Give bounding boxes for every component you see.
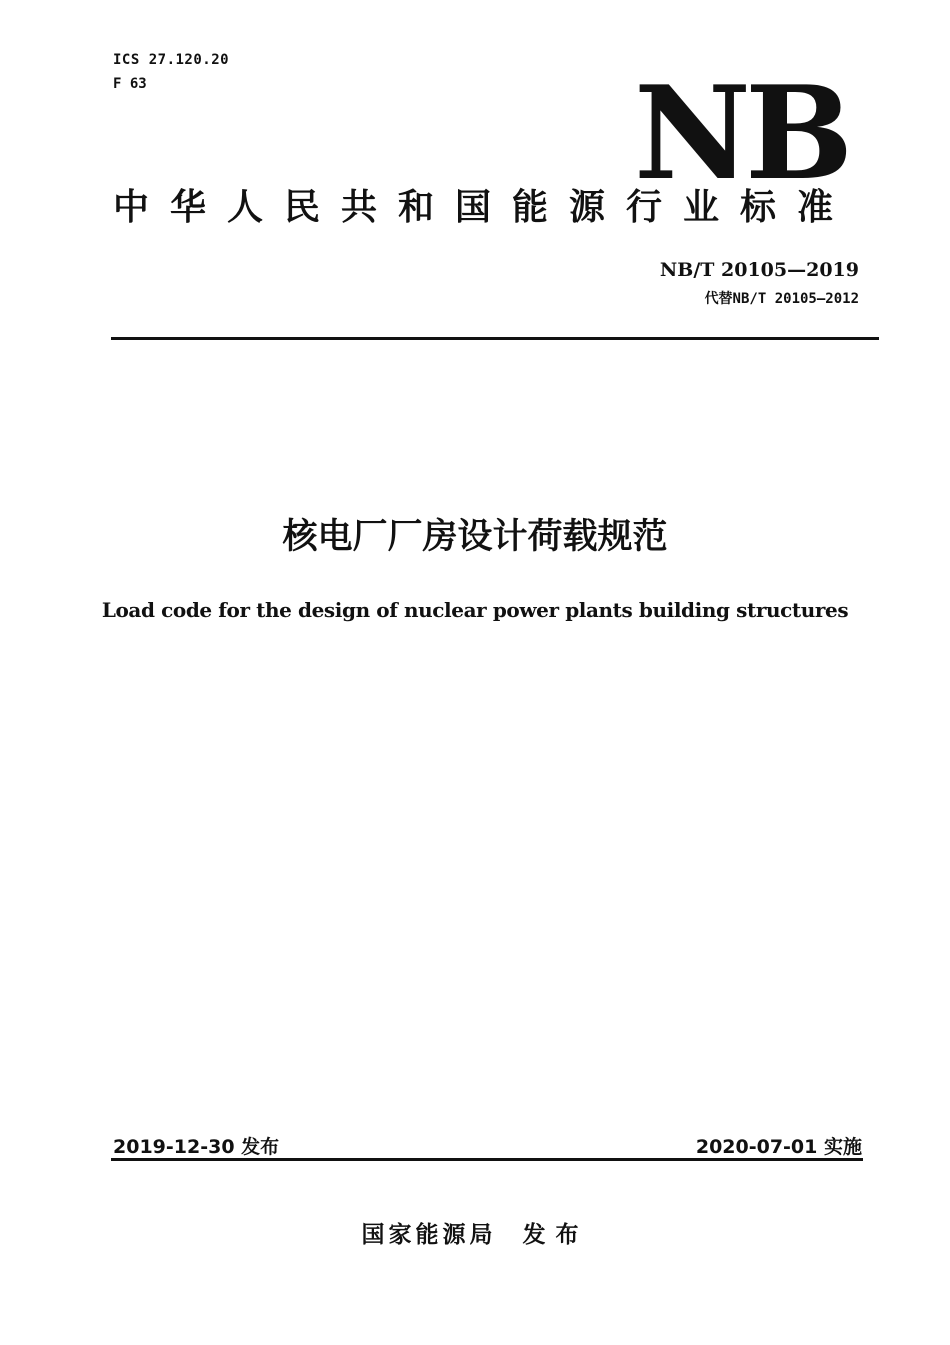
publisher-org: 国家能源局 (361, 1222, 497, 1248)
nb-logo: NB (634, 59, 848, 209)
publisher-action: 发布 (522, 1222, 589, 1248)
ics-code: ICS 27.120.20 (113, 52, 230, 68)
issuing-authority-heading: 中华人民共和国能源行业标准 (113, 187, 855, 228)
implementation-date: 2020-07-01 实施 (695, 1136, 862, 1158)
ccs-code: F 63 (113, 76, 147, 92)
document-title-chinese: 核电厂厂房设计荷载规范 (282, 517, 668, 557)
issue-date: 2019-12-30 发布 (113, 1136, 280, 1158)
bottom-divider (111, 1158, 863, 1161)
publisher-line (0, 1219, 950, 1251)
replaced-standard: 代替NB/T 20105—2012 (704, 291, 859, 307)
standard-number: NB/T 20105—2019 (659, 259, 859, 281)
document-title-english: Load code for the design of nuclear power plants building structures (101, 598, 849, 622)
top-divider (111, 337, 879, 340)
